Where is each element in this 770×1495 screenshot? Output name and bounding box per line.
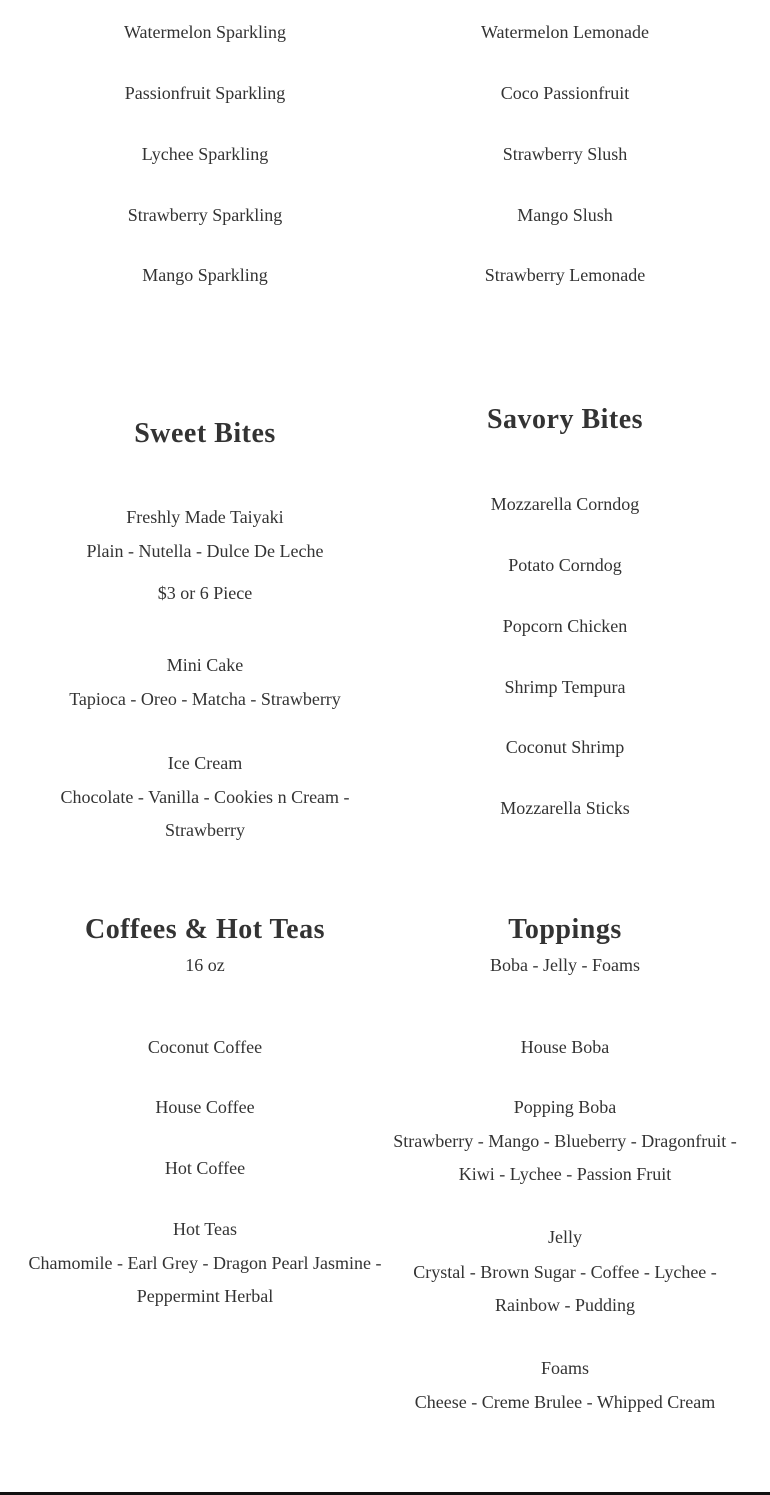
coffee-item: Coconut Coffee (147, 1037, 263, 1057)
toppings-subtitle: Boba - Jelly - Foams (490, 955, 640, 975)
coffee-item: House Coffee (155, 1097, 255, 1117)
drink-item: Mango Slush (517, 205, 613, 225)
taiyaki-name: Freshly Made Taiyaki (126, 507, 284, 527)
ice-cream-flavors: Chocolate - Vanilla - Cookies n Cream - Strawberry (60, 787, 350, 840)
savory-item: Popcorn Chicken (502, 616, 628, 636)
drink-item: Strawberry Slush (502, 144, 628, 164)
savory-item: Shrimp Tempura (504, 677, 626, 697)
hot-teas-name: Hot Teas (173, 1219, 237, 1239)
hot-teas-flavors: Chamomile - Earl Grey - Dragon Pearl Jasmine - Peppermint Herbal (28, 1253, 382, 1306)
foams-name: Foams (540, 1358, 589, 1378)
coffees-heading: Coffees & Hot Teas (85, 914, 325, 945)
mini-cake-flavors: Tapioca - Oreo - Matcha - Strawberry (69, 689, 341, 709)
coffees-size: 16 oz (185, 955, 225, 975)
drink-item: Strawberry Lemonade (484, 265, 646, 285)
taiyaki-flavors: Plain - Nutella - Dulce De Leche (86, 541, 324, 561)
drink-item: Mango Sparkling (142, 265, 268, 285)
drink-item: Passionfruit Sparkling (124, 83, 286, 103)
savory-item: Potato Corndog (508, 555, 622, 575)
ice-cream-name: Ice Cream (167, 753, 243, 773)
drink-item: Strawberry Sparkling (127, 205, 283, 225)
drink-item: Watermelon Lemonade (481, 22, 649, 42)
savory-bites-heading: Savory Bites (486, 404, 644, 435)
popping-boba-name: Popping Boba (513, 1097, 617, 1117)
jelly-flavors: Crystal - Brown Sugar - Coffee - Lychee - Rainbow - Pudding (413, 1262, 717, 1315)
savory-item: Mozzarella Sticks (500, 798, 630, 818)
popping-boba-flavors: Strawberry - Mango - Blueberry - Dragonfruit - Kiwi - Lychee - Passion Fruit (393, 1131, 737, 1184)
jelly-name: Jelly (548, 1227, 582, 1247)
mini-cake-name: Mini Cake (166, 655, 244, 675)
house-boba: House Boba (520, 1037, 610, 1057)
savory-item: Mozzarella Corndog (490, 494, 640, 514)
drink-item: Watermelon Sparkling (123, 22, 286, 42)
coffee-item: Hot Coffee (164, 1158, 246, 1178)
savory-item: Coconut Shrimp (505, 737, 625, 757)
drink-item: Lychee Sparkling (141, 144, 269, 164)
toppings-heading: Toppings (508, 914, 622, 945)
sweet-bites-heading: Sweet Bites (134, 418, 276, 449)
drink-item: Coco Passionfruit (500, 83, 630, 103)
taiyaki-price: $3 or 6 Piece (157, 583, 253, 603)
foams-flavors: Cheese - Creme Brulee - Whipped Cream (414, 1392, 716, 1412)
